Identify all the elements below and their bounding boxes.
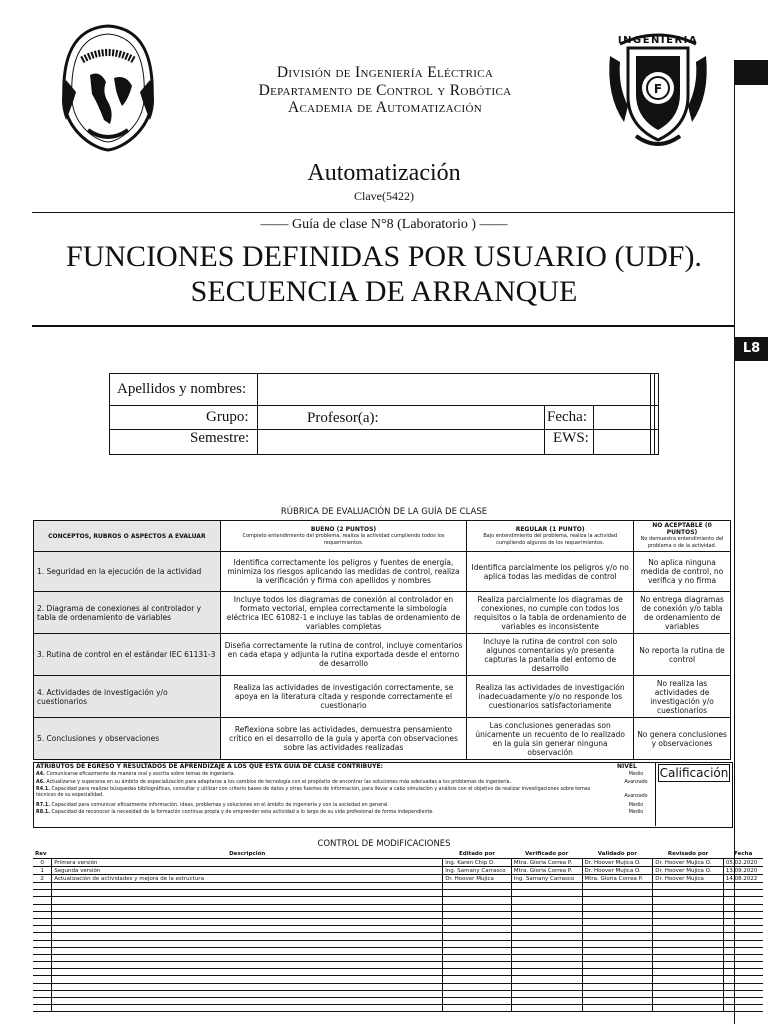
description-cell: Actualización de actividades y mejora de la estructura	[52, 875, 443, 883]
col-validated-by: Validado por	[582, 850, 653, 859]
attribute-code: R4.1.	[36, 787, 51, 792]
rubric-good: Reflexiona sobre las actividades, demuestra pensamiento crítico en el desarrollo de la guía y aporta con observaciones sobre las actividades realizadas	[220, 718, 467, 760]
lab-number-tab: L8	[735, 337, 768, 361]
reviewed-cell: Dr. Hoover Mujica	[653, 875, 724, 883]
empty-row	[33, 983, 763, 990]
rubric-bad: No reporta la rutina de control	[634, 634, 731, 676]
academy-line: Academia de Automatización	[288, 99, 482, 116]
empty-row	[33, 911, 763, 918]
side-tab-marker	[735, 60, 768, 85]
border	[110, 429, 257, 430]
rubric-row	[34, 592, 731, 634]
name-field[interactable]	[257, 374, 258, 454]
rubric-table	[33, 520, 731, 760]
attributes-title: ATRIBUTOS DE EGRESO Y RESULTADOS DE APRENDIZAJE A LOS QUE ESTA GUÍA DE CLASE CONTRIBUYE:	[36, 763, 383, 770]
empty-row	[33, 1005, 763, 1012]
rubric-concept: 4. Actividades de investigación y/o cuestionarios	[34, 676, 221, 718]
unam-seal-logo	[52, 20, 164, 152]
empty-row	[33, 954, 763, 961]
attribute-item	[36, 810, 611, 816]
col-date: Fecha	[723, 850, 763, 859]
rubric-bad: No realiza las actividades de investigación y/o cuestionarios	[634, 676, 731, 718]
description-cell: Primera versión	[52, 859, 443, 867]
validated-cell: Mtra. Gloria Correa P.	[582, 875, 653, 883]
division-line: División de Ingeniería Eléctrica	[276, 64, 494, 81]
attribute-code: R7.1.	[36, 803, 51, 808]
reviewed-cell: Dr. Hoover Mujica O.	[653, 867, 724, 875]
rubric-header-regular	[467, 521, 634, 552]
verified-cell: Mtra. Gloria Correa P.	[511, 859, 582, 867]
ews-label: EWS:	[553, 430, 589, 446]
empty-row	[33, 990, 763, 997]
rubric-regular: Identifica parcialmente los peligros y/o no aplica todas las medidas de control	[467, 552, 634, 592]
rubric-title: RÚBRICA DE EVALUACIÓN DE LA GUÍA DE CLASE	[280, 507, 488, 517]
rubric-regular: Realiza las actividades de investigación inadecuadamente y/o no responde los cuestionarios satisfactoriamente	[467, 676, 634, 718]
empty-row	[33, 962, 763, 969]
course-code: Clave(5422)	[354, 189, 414, 203]
col-verified-by: Verificado por	[511, 850, 582, 859]
rubric-concept: 1. Seguridad en la ejecución de la actividad	[34, 552, 221, 592]
rubric-good: Realiza las actividades de investigación correctamente, se apoya en la literatura citada y responde correctamente el cuestionario	[220, 676, 467, 718]
attribute-text: Actualizarse y superarse en su ámbito de especialización para adaptarse a los cambios de tecnología con el propósito de encontrar las soluciones más adecuadas a los problemas de ingeniería.	[46, 780, 512, 785]
border	[257, 429, 658, 430]
empty-row	[33, 969, 763, 976]
description-cell: Segunda versión	[52, 867, 443, 875]
attributes-box	[33, 762, 733, 828]
empty-row	[33, 918, 763, 925]
empty-row	[33, 926, 763, 933]
rubric-concept: 5. Conclusiones y observaciones	[34, 718, 221, 760]
rubric-good: Diseña correctamente la rutina de control, incluye comentarios en cada etapa y adjunta la rutina exportada desde el entorno de desarrollo	[220, 634, 467, 676]
level-header: NIVEL	[617, 763, 637, 770]
empty-row	[33, 940, 763, 947]
empty-row	[33, 897, 763, 904]
rubric-row	[34, 676, 731, 718]
rubric-bad: No entrega diagramas de conexión y/o tabla de ordenamiento de variables	[634, 592, 731, 634]
col-rev: Rev	[33, 850, 52, 859]
rubric-header-bad-label: NO ACEPTABLE (0 PUNTOS)	[652, 522, 712, 536]
border	[650, 374, 651, 454]
rubric-row	[34, 634, 731, 676]
rubric-header-regular-desc: Bajo entendimiento del problema, realiza la actividad cumpliendo algunos de los requerimientos.	[483, 532, 618, 546]
table-row	[33, 867, 763, 875]
rubric-concept: 2. Diagrama de conexiones al controlador y tabla de ordenamiento de variables	[34, 592, 221, 634]
edited-cell: Ing. Karen Chip D.	[443, 859, 512, 867]
attribute-text: Capacidad para comunicar eficazmente información, ideas, problemas y soluciones en el ámbito de ingeniería y con la sociedad en general.	[51, 803, 389, 808]
rubric-row	[34, 718, 731, 760]
guide-subtitle: —— Guía de clase N°8 (Laboratorio ) ——	[260, 217, 508, 232]
empty-row	[33, 904, 763, 911]
empty-row	[33, 883, 763, 890]
edited-cell: Ing. Samany Carrasco	[443, 867, 512, 875]
rubric-header-regular-label: REGULAR (1 PUNTO)	[515, 525, 585, 533]
attribute-code: A4.	[36, 772, 45, 777]
rubric-concept: 3. Rutina de control en el estándar IEC 61131-3	[34, 634, 221, 676]
rubric-header-bad	[634, 521, 731, 552]
name-label: Apellidos y nombres:	[117, 381, 247, 397]
attribute-level: Medio	[628, 803, 644, 808]
empty-rows	[33, 883, 763, 1012]
edited-cell: Dr. Hoover Mujica	[443, 875, 512, 883]
verified-cell: Ing. Samany Carrasco	[511, 875, 582, 883]
attribute-text: Capacidad de reconocer la necesidad de la formación continua propia y de emprender esta actividad a lo largo de su vida profesional de forma independiente.	[51, 810, 434, 815]
empty-row	[33, 933, 763, 940]
ingenieria-seal-logo	[606, 26, 710, 154]
divider	[32, 325, 734, 327]
rubric-header-good	[220, 521, 467, 552]
attribute-level: Avanzado	[624, 780, 648, 785]
attribute-code: R8.1.	[36, 810, 51, 815]
validated-cell: Dr. Hoover Mujica O.	[582, 859, 653, 867]
rubric-row	[34, 552, 731, 592]
attribute-level: Avanzado	[624, 794, 648, 799]
modifications-table	[33, 850, 763, 1012]
guide-title-line-2: SECUENCIA DE ARRANQUE	[190, 275, 578, 308]
border	[110, 405, 257, 406]
rev-cell: 2	[33, 875, 52, 883]
date-label: Fecha:	[547, 409, 587, 425]
attribute-item	[36, 772, 611, 778]
attribute-item	[36, 780, 611, 786]
empty-row	[33, 998, 763, 1005]
attribute-item	[36, 787, 611, 798]
border	[544, 405, 545, 454]
rubric-header-good-label: BUENO (2 PUNTOS)	[310, 525, 377, 533]
border	[257, 405, 658, 406]
table-row	[33, 859, 763, 867]
grade-label: Calificación	[659, 766, 729, 780]
col-description: Descripción	[52, 850, 443, 859]
validated-cell: Dr. Hoover Mujica O.	[582, 867, 653, 875]
verified-cell: Mtra. Gloria Correa P.	[511, 867, 582, 875]
empty-row	[33, 890, 763, 897]
attribute-text: Comunicarse eficazmente de manera oral y escrita sobre temas de ingeniería.	[46, 772, 236, 777]
department-line: Departamento de Control y Robótica	[258, 81, 512, 99]
group-label: Grupo:	[206, 409, 249, 425]
svg-text:INGENIERIA: INGENIERIA	[617, 35, 699, 46]
rev-cell: 0	[33, 859, 52, 867]
attribute-item	[36, 803, 611, 809]
divider	[32, 212, 734, 213]
empty-row	[33, 976, 763, 983]
rubric-bad: No genera conclusiones y observaciones	[634, 718, 731, 760]
rubric-header-good-desc: Completo entendimiento del problema, realiza la actividad cumpliendo todos los requerimientos.	[242, 532, 445, 546]
modifications-title: CONTROL DE MODIFICACIONES	[317, 839, 451, 849]
rubric-regular: Las conclusiones generadas son únicamente un recuento de lo realizado en la guía sin generar ninguna observación	[467, 718, 634, 760]
rubric-regular: Realiza parcialmente los diagramas de conexiones, no cumple con todos los requisitos o la tabla de ordenamiento de variables es inconsistente	[467, 592, 634, 634]
rubric-good: Identifica correctamente los peligros y fuentes de energía, minimiza los riesgos aplicando las medidas de control, realiza la verificación y firma con apellidos y nombres	[220, 552, 467, 592]
table-row	[33, 875, 763, 883]
semester-label: Semestre:	[190, 430, 250, 446]
modifications-header-row	[33, 850, 763, 859]
attribute-code: A6.	[36, 780, 45, 785]
rubric-regular: Incluye la rutina de control con solo algunos comentarios y/o presenta capturas la pantalla del entorno de desarrollo	[467, 634, 634, 676]
date-cell: 05.02.2020	[723, 859, 763, 867]
rubric-header-concept: CONCEPTOS, RUBROS O ASPECTOS A EVALUAR	[34, 521, 221, 552]
empty-row	[33, 947, 763, 954]
date-cell: 14.08.2022	[723, 875, 763, 883]
svg-text:F: F	[653, 82, 663, 96]
border	[654, 374, 655, 454]
border	[593, 405, 594, 454]
department-header	[170, 64, 600, 117]
col-reviewed-by: Revisado por	[653, 850, 724, 859]
grade-box[interactable]	[655, 763, 731, 826]
student-info-form	[109, 373, 659, 455]
reviewed-cell: Dr. Hoover Mujica O.	[653, 859, 724, 867]
attribute-level: Medio	[628, 810, 644, 815]
attribute-level: Medio	[628, 772, 644, 777]
rev-cell: 1	[33, 867, 52, 875]
teacher-label: Profesor(a):	[307, 410, 379, 426]
rubric-good: Incluye todos los diagramas de conexión al controlador en formato vectorial, emplea correctamente la simbología eléctrica IEC 61082-1 e incluye las tablas de ordenamiento de variables completas	[220, 592, 467, 634]
guide-title	[20, 239, 748, 309]
rubric-bad: No aplica ninguna medida de control, no verifica y no firma	[634, 552, 731, 592]
guide-title-line-1: FUNCIONES DEFINIDAS POR USUARIO (UDF).	[66, 240, 702, 273]
course-name: Automatización	[307, 160, 461, 186]
date-cell: 13.09.2020	[723, 867, 763, 875]
rubric-header-bad-desc: No demuestra entendimiento del problema o de la actividad.	[640, 536, 724, 549]
col-edited-by: Editado por	[443, 850, 512, 859]
attribute-text: Capacidad para realizar búsquedas bibliográficas, consultar y utilizar con criterio bases de datos y otras fuentes de información, para llevar a cabo simulación y análisis con el objetivo de realizar investigaciones sobre temas técnicos de su especialidad.	[36, 787, 591, 798]
